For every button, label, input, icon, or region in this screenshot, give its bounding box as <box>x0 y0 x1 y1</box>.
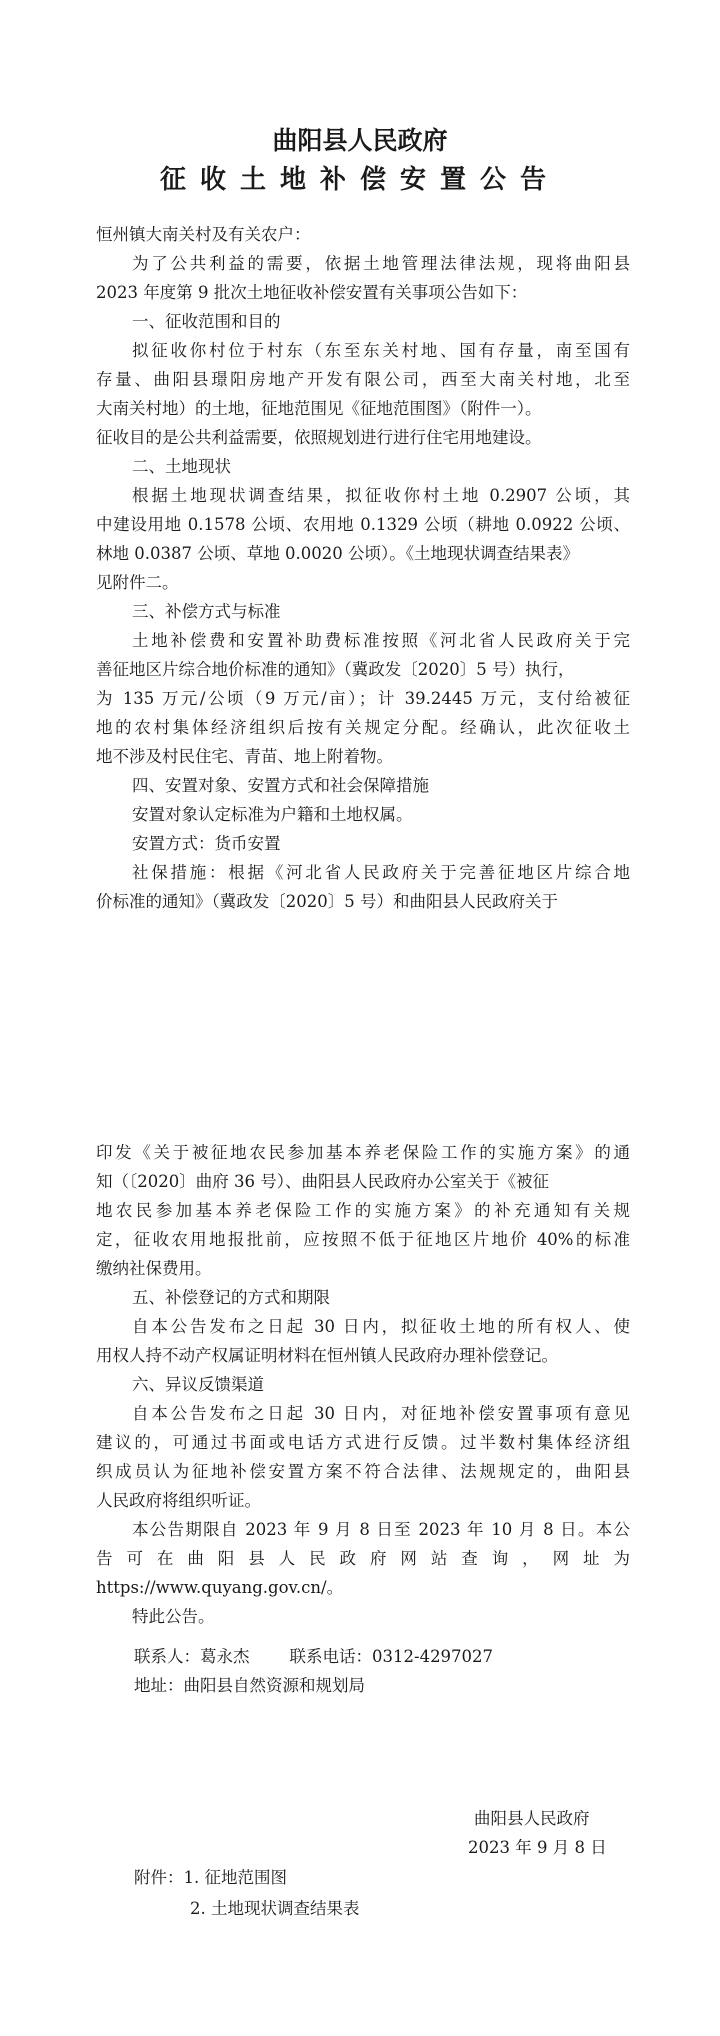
paragraph-line: 为 135 万元/公顷（9 万元/亩）；计 39.2445 万元，支付给被征 <box>96 689 630 708</box>
section-heading: 三、补偿方式与标准 <box>132 602 281 621</box>
section-heading: 六、异议反馈渠道 <box>132 1375 264 1394</box>
paragraph-line: 缴纳社保费用。 <box>96 1259 212 1278</box>
paragraph-line: 社保措施：根据《河北省人民政府关于完善征地区片综合地 <box>132 863 630 882</box>
paragraph-line: 存量、曲阳县璟阳房地产开发有限公司，西至大南关村地，北至 <box>96 370 630 389</box>
paragraph-line: 大南关村地）的土地，征地范围见《征地范围图》（附件一）。 <box>96 399 542 418</box>
paragraph-line: 定，征收农用地报批前，应按照不低于征地区片地价 40%的标准 <box>96 1230 630 1249</box>
paragraph-line: 征收目的是公共利益需要，依照规划进行进行住宅用地建设。 <box>96 428 542 447</box>
paragraph-line: 自本公告发布之日起 30 日内，对征地补偿安置事项有意见 <box>132 1404 630 1423</box>
paragraph-line: 告可在曲阳县人民政府网站查询，网址为 <box>96 1549 630 1568</box>
paragraph-line: 地的农村集体经济组织后按有关规定分配。经确认，此次征收土 <box>96 718 630 737</box>
paragraph-line: 中建设用地 0.1578 公顷、农用地 0.1329 公顷（耕地 0.0922 公顷、 <box>96 515 630 534</box>
contact-phone: 联系电话：0312-4297027 <box>289 1647 494 1666</box>
document-subtitle: 征收土地补偿安置公告 <box>159 165 560 195</box>
paragraph-line: 建议的，可通过书面或电话方式进行反馈。过半数村集体经济组 <box>96 1433 630 1452</box>
issuing-organization: 曲阳县人民政府 <box>474 1809 590 1828</box>
paragraph-line: 善征地区片综合地价标准的通知》（冀政发〔2020〕5 号）执行， <box>96 660 575 679</box>
addressee: 恒州镇大南关村及有关农户： <box>96 225 311 244</box>
issue-date: 2023 年 9 月 8 日 <box>468 1838 607 1857</box>
website-url: https://www.quyang.gov.cn/。 <box>96 1578 344 1597</box>
section-heading: 五、补偿登记的方式和期限 <box>132 1288 330 1307</box>
paragraph-line: 知（〔2020〕曲府 36 号）、曲阳县人民政府办公室关于《被征 <box>96 1172 549 1191</box>
paragraph-line: 织成员认为征地补偿安置方案不符合法律、法规规定的，曲阳县 <box>96 1462 630 1481</box>
paragraph-line: 地农民参加基本养老保险工作的实施方案》的补充通知有关规 <box>96 1201 630 1220</box>
paragraph-line: 本公告期限自 2023 年 9 月 8 日至 2023 年 10 月 8 日。本公 <box>132 1520 630 1539</box>
paragraph-line: 根据土地现状调查结果，拟征收你村土地 0.2907 公顷，其 <box>132 486 630 505</box>
paragraph-line: 安置对象认定标准为户籍和土地权属。 <box>132 805 413 824</box>
section-heading: 二、土地现状 <box>132 457 231 476</box>
paragraph-line: 用权人持不动产权属证明材料在恒州镇人民政府办理补偿登记。 <box>96 1346 558 1365</box>
document-title: 曲阳县人民政府 <box>272 126 448 155</box>
attachment-item-1: 附件：1. 征地范围图 <box>134 1868 287 1887</box>
paragraph-line: 拟征收你村位于村东（东至东关村地、国有存量，南至国有 <box>132 341 630 360</box>
paragraph-line: 林地 0.0387 公顷、草地 0.0020 公顷）。《土地现状调查结果表》 <box>96 544 579 563</box>
attachment-list <box>134 1862 360 1924</box>
paragraph-line: 土地补偿费和安置补助费标准按照《河北省人民政府关于完 <box>132 631 630 650</box>
paragraph-line: 印发《关于被征地农民参加基本养老保险工作的实施方案》的通 <box>96 1143 630 1162</box>
contact-address: 地址：曲阳县自然资源和规划局 <box>134 1676 365 1695</box>
paragraph-line: 自本公告发布之日起 30 日内，拟征收土地的所有权人、使 <box>132 1317 630 1336</box>
paragraph-line: 地不涉及村民住宅、青苗、地上附着物。 <box>96 747 393 766</box>
contact-person: 联系人：葛永杰 <box>134 1647 250 1666</box>
paragraph-line: 为了公共利益的需要，依据土地管理法律法规，现将曲阳县 <box>132 254 630 273</box>
paragraph-line: 价标准的通知》（冀政发〔2020〕5 号）和曲阳县人民政府关于 <box>96 892 558 911</box>
paragraph-line: 见附件二。 <box>96 573 179 592</box>
section-heading: 一、征收范围和目的 <box>132 312 281 331</box>
closing-statement: 特此公告。 <box>132 1607 215 1626</box>
paragraph-line: 安置方式：货币安置 <box>132 834 281 853</box>
contact-line <box>134 1642 493 1671</box>
body-block-2 <box>96 1138 630 1631</box>
section-heading: 四、安置对象、安置方式和社会保障措施 <box>132 776 429 795</box>
attachment-item-2: 2. 土地现状调查结果表 <box>190 1899 360 1918</box>
body-block-1 <box>96 220 630 916</box>
paragraph-line: 人民政府将组织听证。 <box>96 1491 261 1510</box>
paragraph-line: 2023 年度第 9 批次土地征收补偿安置有关事项公告如下： <box>96 283 528 302</box>
